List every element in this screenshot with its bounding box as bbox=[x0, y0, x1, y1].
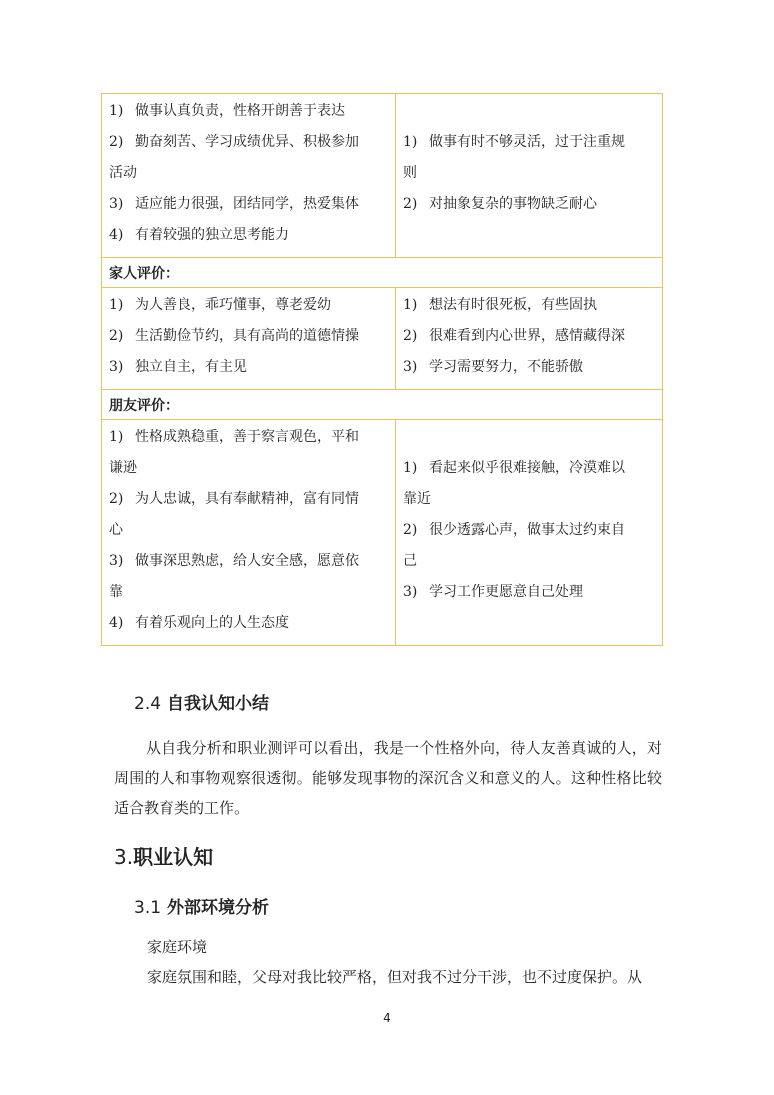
list-item-text: 勤奋刻苦、学习成绩优异、积极参加 bbox=[135, 134, 359, 150]
list-item-line bbox=[109, 546, 389, 577]
list-item-text: 性格成熟稳重，善于察言观色，平和 bbox=[135, 429, 359, 445]
list-item-line bbox=[109, 220, 389, 251]
family-evaluation-header-row bbox=[102, 258, 663, 288]
list-item-text: 己 bbox=[403, 553, 417, 569]
list-item-number: 1) bbox=[403, 134, 418, 150]
section-title: 外部环境分析 bbox=[166, 898, 269, 918]
friend-evaluation-row bbox=[102, 420, 663, 646]
summary-paragraph: 从自我分析和职业测评可以看出，我是一个性格外向，待人友善真诚的人，对周围的人和事物观察很透彻。能够发现事物的深沉含义和意义的人。这种性格比较适合教育类的工作。 bbox=[114, 739, 662, 817]
list-item-line bbox=[403, 546, 656, 577]
list-item-line bbox=[109, 422, 389, 453]
list-item-text: 靠近 bbox=[403, 491, 431, 507]
list-item-line bbox=[109, 577, 389, 608]
list-item-number: 3) bbox=[403, 584, 418, 600]
list-item-number: 4) bbox=[109, 615, 124, 631]
page-number: 4 bbox=[383, 1011, 391, 1025]
list-item-number: 3) bbox=[109, 196, 124, 212]
family-environment-text: 家庭氛围和睦，父母对我比较严格，但对我不过分干涉，也不过度保护。从 bbox=[147, 968, 643, 986]
list-item-text: 有着乐观向上的人生态度 bbox=[135, 615, 289, 631]
evaluation-table bbox=[101, 93, 663, 646]
list-item-text: 做事认真负责，性格开朗善于表达 bbox=[135, 103, 345, 119]
list-item-line bbox=[109, 321, 389, 352]
family-evaluation-row bbox=[102, 288, 663, 390]
list-item-text: 很少透露心声，做事太过约束自 bbox=[429, 522, 625, 538]
friend-weaknesses-cell bbox=[396, 420, 663, 646]
list-item-number: 2) bbox=[403, 196, 418, 212]
list-item-text: 为人忠诚，具有奉献精神，富有同情 bbox=[135, 491, 359, 507]
list-item-text: 学习工作更愿意自己处理 bbox=[429, 584, 583, 600]
list-item-text: 为人善良，乖巧懂事，尊老爱幼 bbox=[135, 297, 331, 313]
list-item-line bbox=[403, 484, 656, 515]
list-item-text: 靠 bbox=[109, 584, 123, 600]
list-item-number: 3) bbox=[403, 359, 418, 375]
list-item-line bbox=[403, 515, 656, 546]
list-item-line bbox=[109, 352, 389, 383]
section-title: 自我认知小结 bbox=[166, 694, 269, 714]
list-item-number: 3) bbox=[109, 359, 124, 375]
list-item-number: 2) bbox=[109, 134, 124, 150]
list-item-line bbox=[109, 484, 389, 515]
list-item-number: 1) bbox=[403, 460, 418, 476]
list-item-line bbox=[403, 127, 656, 158]
list-item-number: 1) bbox=[109, 429, 124, 445]
strengths-cell bbox=[102, 94, 396, 258]
list-item-line bbox=[403, 321, 656, 352]
list-item-text: 对抽象复杂的事物缺乏耐心 bbox=[429, 196, 597, 212]
list-item-line bbox=[109, 290, 389, 321]
list-item-text: 生活勤俭节约，具有高尚的道德情操 bbox=[135, 328, 359, 344]
list-item-text: 做事深思熟虑，给人安全感，愿意依 bbox=[135, 553, 359, 569]
family-weaknesses-cell bbox=[396, 288, 663, 390]
section-number: 2.4 bbox=[134, 694, 162, 714]
list-item-text: 有着较强的独立思考能力 bbox=[135, 227, 289, 243]
list-item-line bbox=[403, 577, 656, 608]
list-item-text: 想法有时很死板，有些固执 bbox=[429, 297, 597, 313]
family-evaluation-header: 家人评价： bbox=[102, 258, 663, 288]
list-item-line bbox=[109, 158, 389, 189]
friend-strengths-cell bbox=[102, 420, 396, 646]
list-item-line bbox=[109, 608, 389, 639]
list-item-line bbox=[109, 96, 389, 127]
list-item-number: 2) bbox=[109, 328, 124, 344]
list-item-number: 2) bbox=[109, 491, 124, 507]
list-item-text: 活动 bbox=[109, 165, 137, 181]
section-title: 职业认知 bbox=[133, 845, 214, 869]
list-item-line bbox=[403, 189, 656, 220]
list-item-number: 1) bbox=[403, 297, 418, 313]
list-item-line bbox=[403, 158, 656, 189]
section-number: 3. bbox=[114, 845, 134, 869]
list-item-text: 则 bbox=[403, 165, 417, 181]
family-environment-label: 家庭环境 bbox=[147, 938, 208, 956]
list-item-number: 1) bbox=[109, 103, 124, 119]
list-item-number: 2) bbox=[403, 522, 418, 538]
list-item-line bbox=[109, 127, 389, 158]
list-item-line bbox=[403, 352, 656, 383]
list-item-text: 适应能力很强，团结同学，热爱集体 bbox=[135, 196, 359, 212]
list-item-number: 4) bbox=[109, 227, 124, 243]
list-item-text: 谦逊 bbox=[109, 460, 137, 476]
list-item-text: 学习需要努力，不能骄傲 bbox=[429, 359, 583, 375]
list-item-text: 看起来似乎很难接触，冷漠难以 bbox=[429, 460, 625, 476]
list-item-line bbox=[109, 453, 389, 484]
weaknesses-cell bbox=[396, 94, 663, 258]
list-item-number: 3) bbox=[109, 553, 124, 569]
list-item-line bbox=[109, 189, 389, 220]
section-3-heading bbox=[114, 841, 213, 870]
family-strengths-cell bbox=[102, 288, 396, 390]
list-item-text: 很难看到内心世界，感情藏得深 bbox=[429, 328, 625, 344]
self-evaluation-row bbox=[102, 94, 663, 258]
list-item-text: 独立自主，有主见 bbox=[135, 359, 247, 375]
list-item-line bbox=[403, 453, 656, 484]
list-item-line bbox=[403, 290, 656, 321]
list-item-number: 1) bbox=[109, 297, 124, 313]
list-item-text: 心 bbox=[109, 522, 123, 538]
list-item-line bbox=[109, 515, 389, 546]
list-item-text: 做事有时不够灵活，过于注重规 bbox=[429, 134, 625, 150]
friend-evaluation-header: 朋友评价： bbox=[102, 390, 663, 420]
section-2-4-heading bbox=[134, 689, 269, 714]
section-number: 3.1 bbox=[134, 898, 162, 918]
friend-evaluation-header-row bbox=[102, 390, 663, 420]
section-3-1-heading bbox=[134, 893, 269, 918]
list-item-number: 2) bbox=[403, 328, 418, 344]
